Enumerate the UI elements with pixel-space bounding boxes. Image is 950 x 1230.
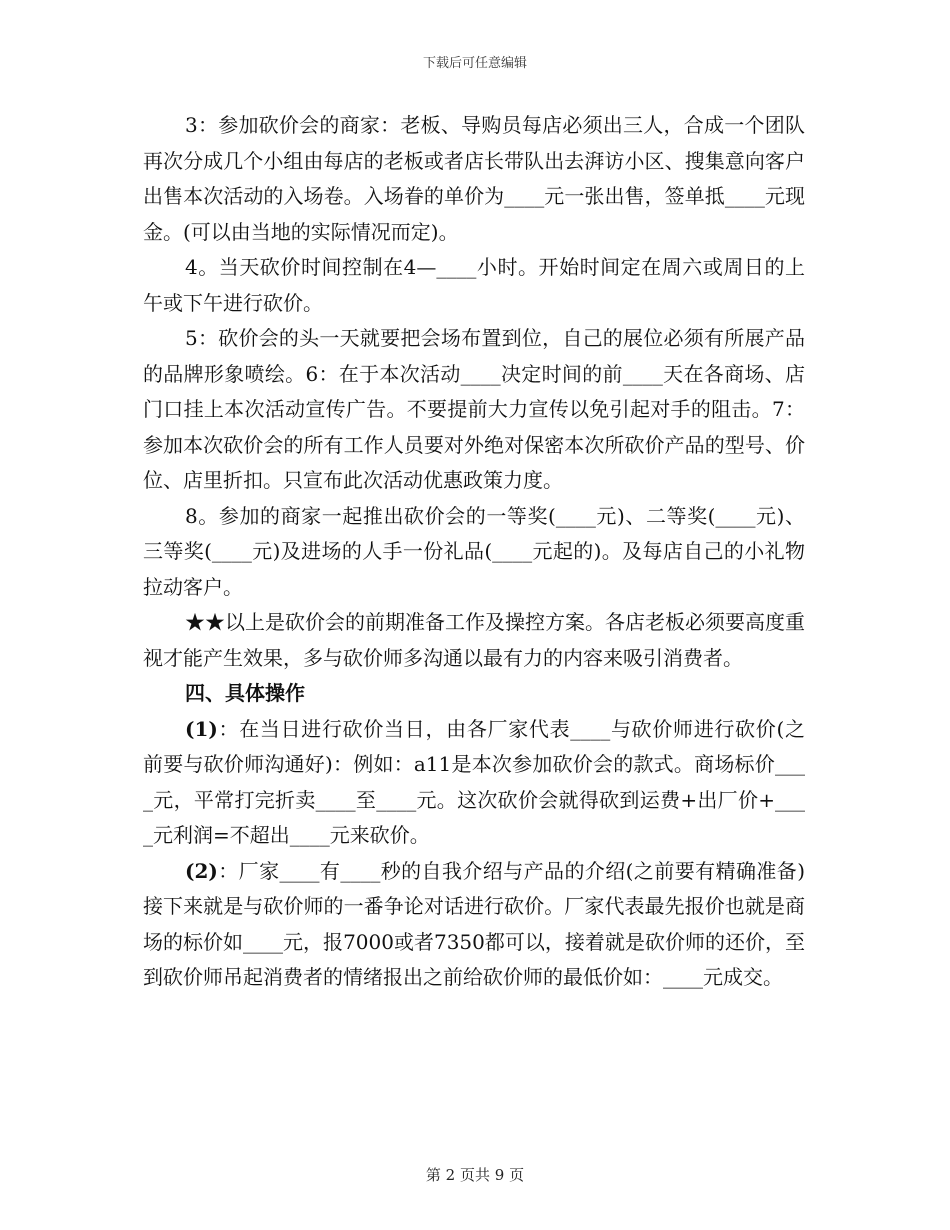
paragraph-step-1: [143, 712, 805, 854]
step-2-label: (2): [185, 858, 218, 883]
page-header: 下载后可任意编辑: [422, 56, 527, 71]
step-1-label: (1): [185, 716, 218, 741]
paragraph-summary: ★★以上是砍价会的前期准备工作及操控方案。各店老板必须要高度重视才能产生效果，多与砍价师多沟通以最有力的内容来吸引消费者。: [143, 610, 805, 670]
step-2-text: ：厂家____有____秒的自我介绍与产品的介绍(之前要有精确准备)接下来就是与砍价师的一番争论对话进行砍价。厂家代表最先报价也就是商场的标价如____元，报7000或者7350都可以，接着就是砍价师的还价，至到砍价师吊起消费者的情绪报出之前给砍价师的最低价如：____元成交。: [143, 858, 805, 989]
paragraph-prizes: 8。参加的商家一起推出砍价会的一等奖(____元)、二等奖(____元)、三等奖(____元)及进场的人手一份礼品(____元起的)。及每店自己的小礼物拉动客户。: [143, 503, 805, 599]
paragraph-merchants: 3：参加砍价会的商家：老板、导购员每店必须出三人，合成一个团队再次分成几个小组由每店的老板或者店长带队出去湃访小区、搜集意向客户出售本次活动的入场卷。入场眷的单价为____元一张出售，签单抵____元现金。(可以由当地的实际情况而定)。: [143, 113, 805, 244]
paragraph-venue-preparation: 5：砍价会的头一天就要把会场布置到位，自己的展位必须有所展产品的品牌形象喷绘。6：在于本次活动____决定时间的前____天在各商场、店门口挂上本次活动宣传广告。不要提前大力宣传以免引起对手的阻击。7：参加本次砍价会的所有工作人员要对外绝对保密本次所砍价产品的型号、价位、店里折扣。只宣布此次活动优惠政策力度。: [143, 326, 805, 492]
document-body: [143, 108, 805, 996]
page-footer: 第 2 页共 9 页: [425, 1166, 525, 1184]
paragraph-step-2: [143, 854, 805, 996]
section-heading: 四、具体操作: [185, 681, 305, 705]
step-1-text: ：在当日进行砍价当日，由各厂家代表____与砍价师进行砍价(之前要与砍价师沟通好)：例如：a11是本次参加砍价会的款式。商场标价____元，平常打完折卖____至____元。这次砍价会就得砍到运费+出厂价+____元利润=不超出____元来砍价。: [143, 716, 805, 847]
paragraph-time-control: 4。当天砍价时间控制在4—____小时。开始时间定在周六或周日的上午或下午进行砍价。: [143, 255, 805, 315]
